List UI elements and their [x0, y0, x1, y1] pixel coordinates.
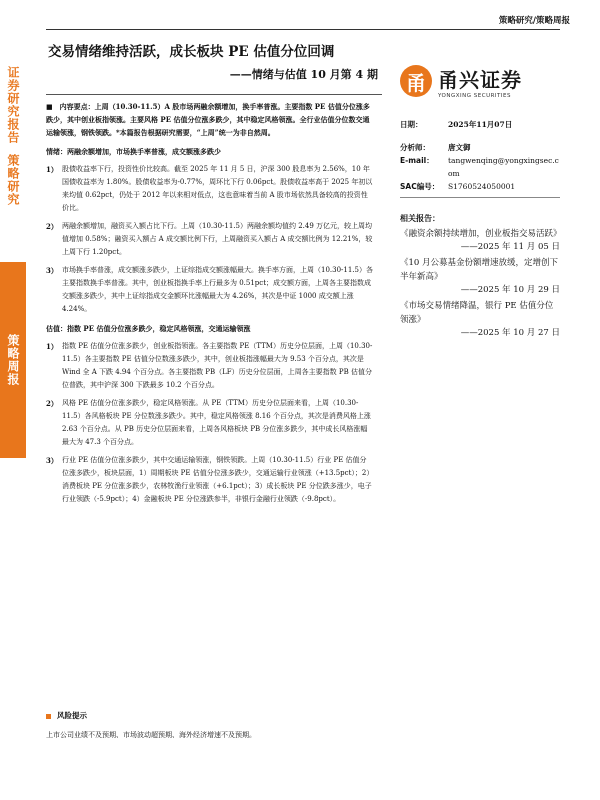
related-report-link[interactable]: 《融资余额持续增加，创业板指交易活跃》	[400, 229, 562, 239]
list-item: 1） 指数 PE 估值分位涨多跌少，创业板指领涨。各主要指数 PE（TTM）历史分位层面，上周（10.30-11.5）各主要指数 PE 估值分位数涨多跌少，其中，创业板指涨幅最大为 9.53 个百分点，其次是 Wind 全 A 下跌 4.94 个百分点。各主要指数 PB（LF）历史分位层面，上周各主要指数 PB 估值分位普跌，其中沪深 300 下跌最多 10.2 个百分点。	[46, 340, 373, 392]
list-item: 2） 两融余额增加，融资买入额占比下行。上周（10.30-11.5）两融余额均值约 2.49 万亿元，较上周均值增加 0.58%；融资买入额占 A 成交额比例下行，上周融资买入额占 A 成交额比例为 12.21%，较上周下行 1.20pct。	[46, 220, 373, 259]
sac-label: SAC编号：	[400, 182, 440, 191]
sentiment-header: 情绪：两融余额增加，市场换手率普涨，成交额涨多跌少	[46, 147, 221, 156]
logo-name-cn: 甬兴证券	[438, 67, 522, 92]
sac-number: S1760524050001	[448, 182, 516, 191]
sentiment-item-3: 市场换手率普涨，成交额涨多跌少，上证综指成交额涨幅最大。换手率方面，上周（10.30-11.5）各主要指数换手率普涨。其中，创业板指换手率上行最多为 0.51pct；成交额方面，上周各主要指数成交额涨多跌少，其中上证综指成交金额环比涨幅最大为 4.26%，其次是中证 1000 成交额上涨 4.24%。	[62, 266, 373, 313]
valuation-item-3: 行业 PE 估值分位涨多跌少，其中交通运输领涨，钢铁领跌。上周（10.30-11.5）行业 PE 估值分位涨多跌少，板块层面，1）周期板块 PE 估值分位涨多跌少，交通运输行业领涨（+13.5pct）；2）消费板块 PE 分位涨多跌少，农林牧渔行业领涨（+6.1pct）；3）成长板块 PE 分位跌多涨少，电子行业领跌（-5.9pct）；4）金融板块 PE 分位涨跌参半，非银行金融行业领跌（-9.8pct）。	[62, 456, 372, 503]
related-report-link[interactable]: 《10 月公募基金份额增速放缓，定增创下半年新高》	[400, 258, 559, 282]
list-item: 1） 股债收益率下行，投资性价比较高。截至 2025 年 11 月 5 日，沪深 300 股息率为 2.56%，10 年国债收益率为 1.80%。股债收益率为-0.77%，周环比下行 0.06pct。股债收益率高于 2025 年初以来均值 0.62pct，仍处于 2012 年以来相对低点，这也意味着当前 A 股市场依然具备较高的投资性价比。	[46, 163, 373, 215]
bullet-icon	[46, 714, 51, 719]
sentiment-item-2: 两融余额增加，融资买入额占比下行。上周（10.30-11.5）两融余额均值约 2.49 万亿元，较上周均值增加 0.58%；融资买入额占 A 成交额比例下行，上周融资买入额占 A 成交额比例为 12.21%，较上周下行 1.20pct。	[62, 222, 373, 256]
valuation-item-1: 指数 PE 估值分位涨多跌少，创业板指领涨。各主要指数 PE（TTM）历史分位层面，上周（10.30-11.5）各主要指数 PE 估值分位数涨多跌少，其中，创业板指涨幅最大为 9.53 个百分点，其次是 Wind 全 A 下跌 4.94 个百分点。各主要指数 PB（LF）历史分位层面，上周各主要指数 PB 估值分位普跌，其中沪深 300 下跌最多 10.2 个百分点。	[62, 342, 373, 389]
related-report-link[interactable]: 《市场交易情绪降温，银行 PE 估值分位领涨》	[400, 301, 554, 325]
related-report-date: ——2025 年 10 月 29 日	[460, 285, 560, 295]
sidebar-top-labels	[0, 56, 26, 216]
email-label: E-mail：	[400, 156, 434, 165]
analyst-email[interactable]: tangwenqing@yongxingsec.com	[448, 156, 559, 178]
company-logo	[400, 60, 550, 102]
sidebar-orange-block	[0, 262, 26, 458]
report-date: 2025年11月07日	[448, 120, 513, 129]
report-type-label: 证券研究报告	[6, 66, 20, 144]
report-info-panel	[400, 118, 560, 340]
main-content	[46, 100, 373, 506]
title-block	[48, 40, 378, 82]
header-divider	[46, 29, 560, 30]
list-item: 2） 风格 PE 估值分位涨多跌少，稳定风格领涨。从 PE（TTM）历史分位层面来看，上周（10.30-11.5）各风格板块 PE 分位数涨多跌少。其中，稳定风格领涨 8.16 个百分点，其次是消费风格上涨 2.63 个百分点。从 PB 历史分位层面来看，上周各风格板块 PB 分位涨多跌少，其中成长风格涨幅最大为 47.3 个百分点。	[46, 397, 373, 449]
valuation-header: 估值：指数 PE 估值分位涨多跌少，稳定风格领涨，交通运输领涨	[46, 324, 251, 333]
list-item: 3） 市场换手率普涨，成交额涨多跌少，上证综指成交额涨幅最大。换手率方面，上周（10.30-11.5）各主要指数换手率普涨。其中，创业板指换手率上行最多为 0.51pct；成交额方面，上周各主要指数成交额涨多跌少，其中上证综指成交金额环比涨幅最大为 4.26%，其次是中证 1000 成交额上涨 4.24%。	[46, 264, 373, 316]
category-label: 策略研究	[6, 154, 20, 206]
date-label: 日期：	[400, 120, 423, 129]
title-divider	[46, 94, 382, 95]
page-title: 交易情绪维持活跃，成长板块 PE 估值分位回调	[48, 44, 335, 60]
related-title: 相关报告：	[400, 214, 440, 223]
weekly-label: 策略周报	[6, 334, 20, 386]
logo-mark-icon: 甬	[400, 65, 432, 97]
related-report-date: ——2025 年 11 月 05 日	[460, 242, 560, 252]
risk-title: 风险提示	[46, 710, 87, 721]
info-divider	[400, 197, 560, 198]
summary-paragraph: ■ 内容要点：上周（10.30-11.5）A 股市场两融余额增加，换手率普涨。主要指数 PE 估值分位涨多跌少，其中创业板指领涨。主要风格 PE 估值分位涨多跌少，其中稳定风格领涨。全行业估值分位数交通运输领涨，钢铁领跌。*本篇报告根据研究需要，“上周”统一为非自然周。	[46, 102, 370, 137]
analyst-label: 分析师：	[400, 143, 430, 152]
risk-text: 上市公司业绩不及预期、市场波动超预期、海外经济增速不及预期。	[46, 731, 256, 739]
header-tag: 策略研究/策略周报	[498, 16, 570, 26]
analyst-name: 唐文御	[448, 143, 471, 152]
logo-name-en: YONGXING SECURITIES	[438, 92, 512, 99]
list-item: 3） 行业 PE 估值分位涨多跌少，其中交通运输领涨，钢铁领跌。上周（10.30-11.5）行业 PE 估值分位涨多跌少，板块层面，1）周期板块 PE 估值分位涨多跌少，交通运输行业领涨（+13.5pct）；2）消费板块 PE 分位涨多跌少，农林牧渔行业领涨（+6.1pct）；3）成长板块 PE 分位跌多涨少，电子行业领跌（-5.9pct）；4）金融板块 PE 分位涨跌参半，非银行金融行业领跌（-9.8pct）。	[46, 454, 373, 506]
valuation-item-2: 风格 PE 估值分位涨多跌少，稳定风格领涨。从 PE（TTM）历史分位层面来看，上周（10.30-11.5）各风格板块 PE 分位数涨多跌少。其中，稳定风格领涨 8.16 个百分点，其次是消费风格上涨 2.63 个百分点。从 PB 历史分位层面来看，上周各风格板块 PB 分位涨多跌少，其中成长风格涨幅最大为 47.3 个百分点。	[62, 399, 371, 446]
left-sidebar	[0, 0, 26, 800]
sentiment-item-1: 股债收益率下行，投资性价比较高。截至 2025 年 11 月 5 日，沪深 300 股息率为 2.56%，10 年国债收益率为 1.80%。股债收益率为-0.77%，周环比下行 0.06pct。股债收益率高于 2025 年初以来均值 0.62pct，仍处于 2012 年以来相对低点，这也意味着当前 A 股市场依然具备较高的投资性价比。	[62, 165, 373, 212]
related-report-date: ——2025 年 10 月 27 日	[460, 328, 560, 338]
page-subtitle: ——情绪与估值 10 月第 4 期	[229, 68, 378, 81]
